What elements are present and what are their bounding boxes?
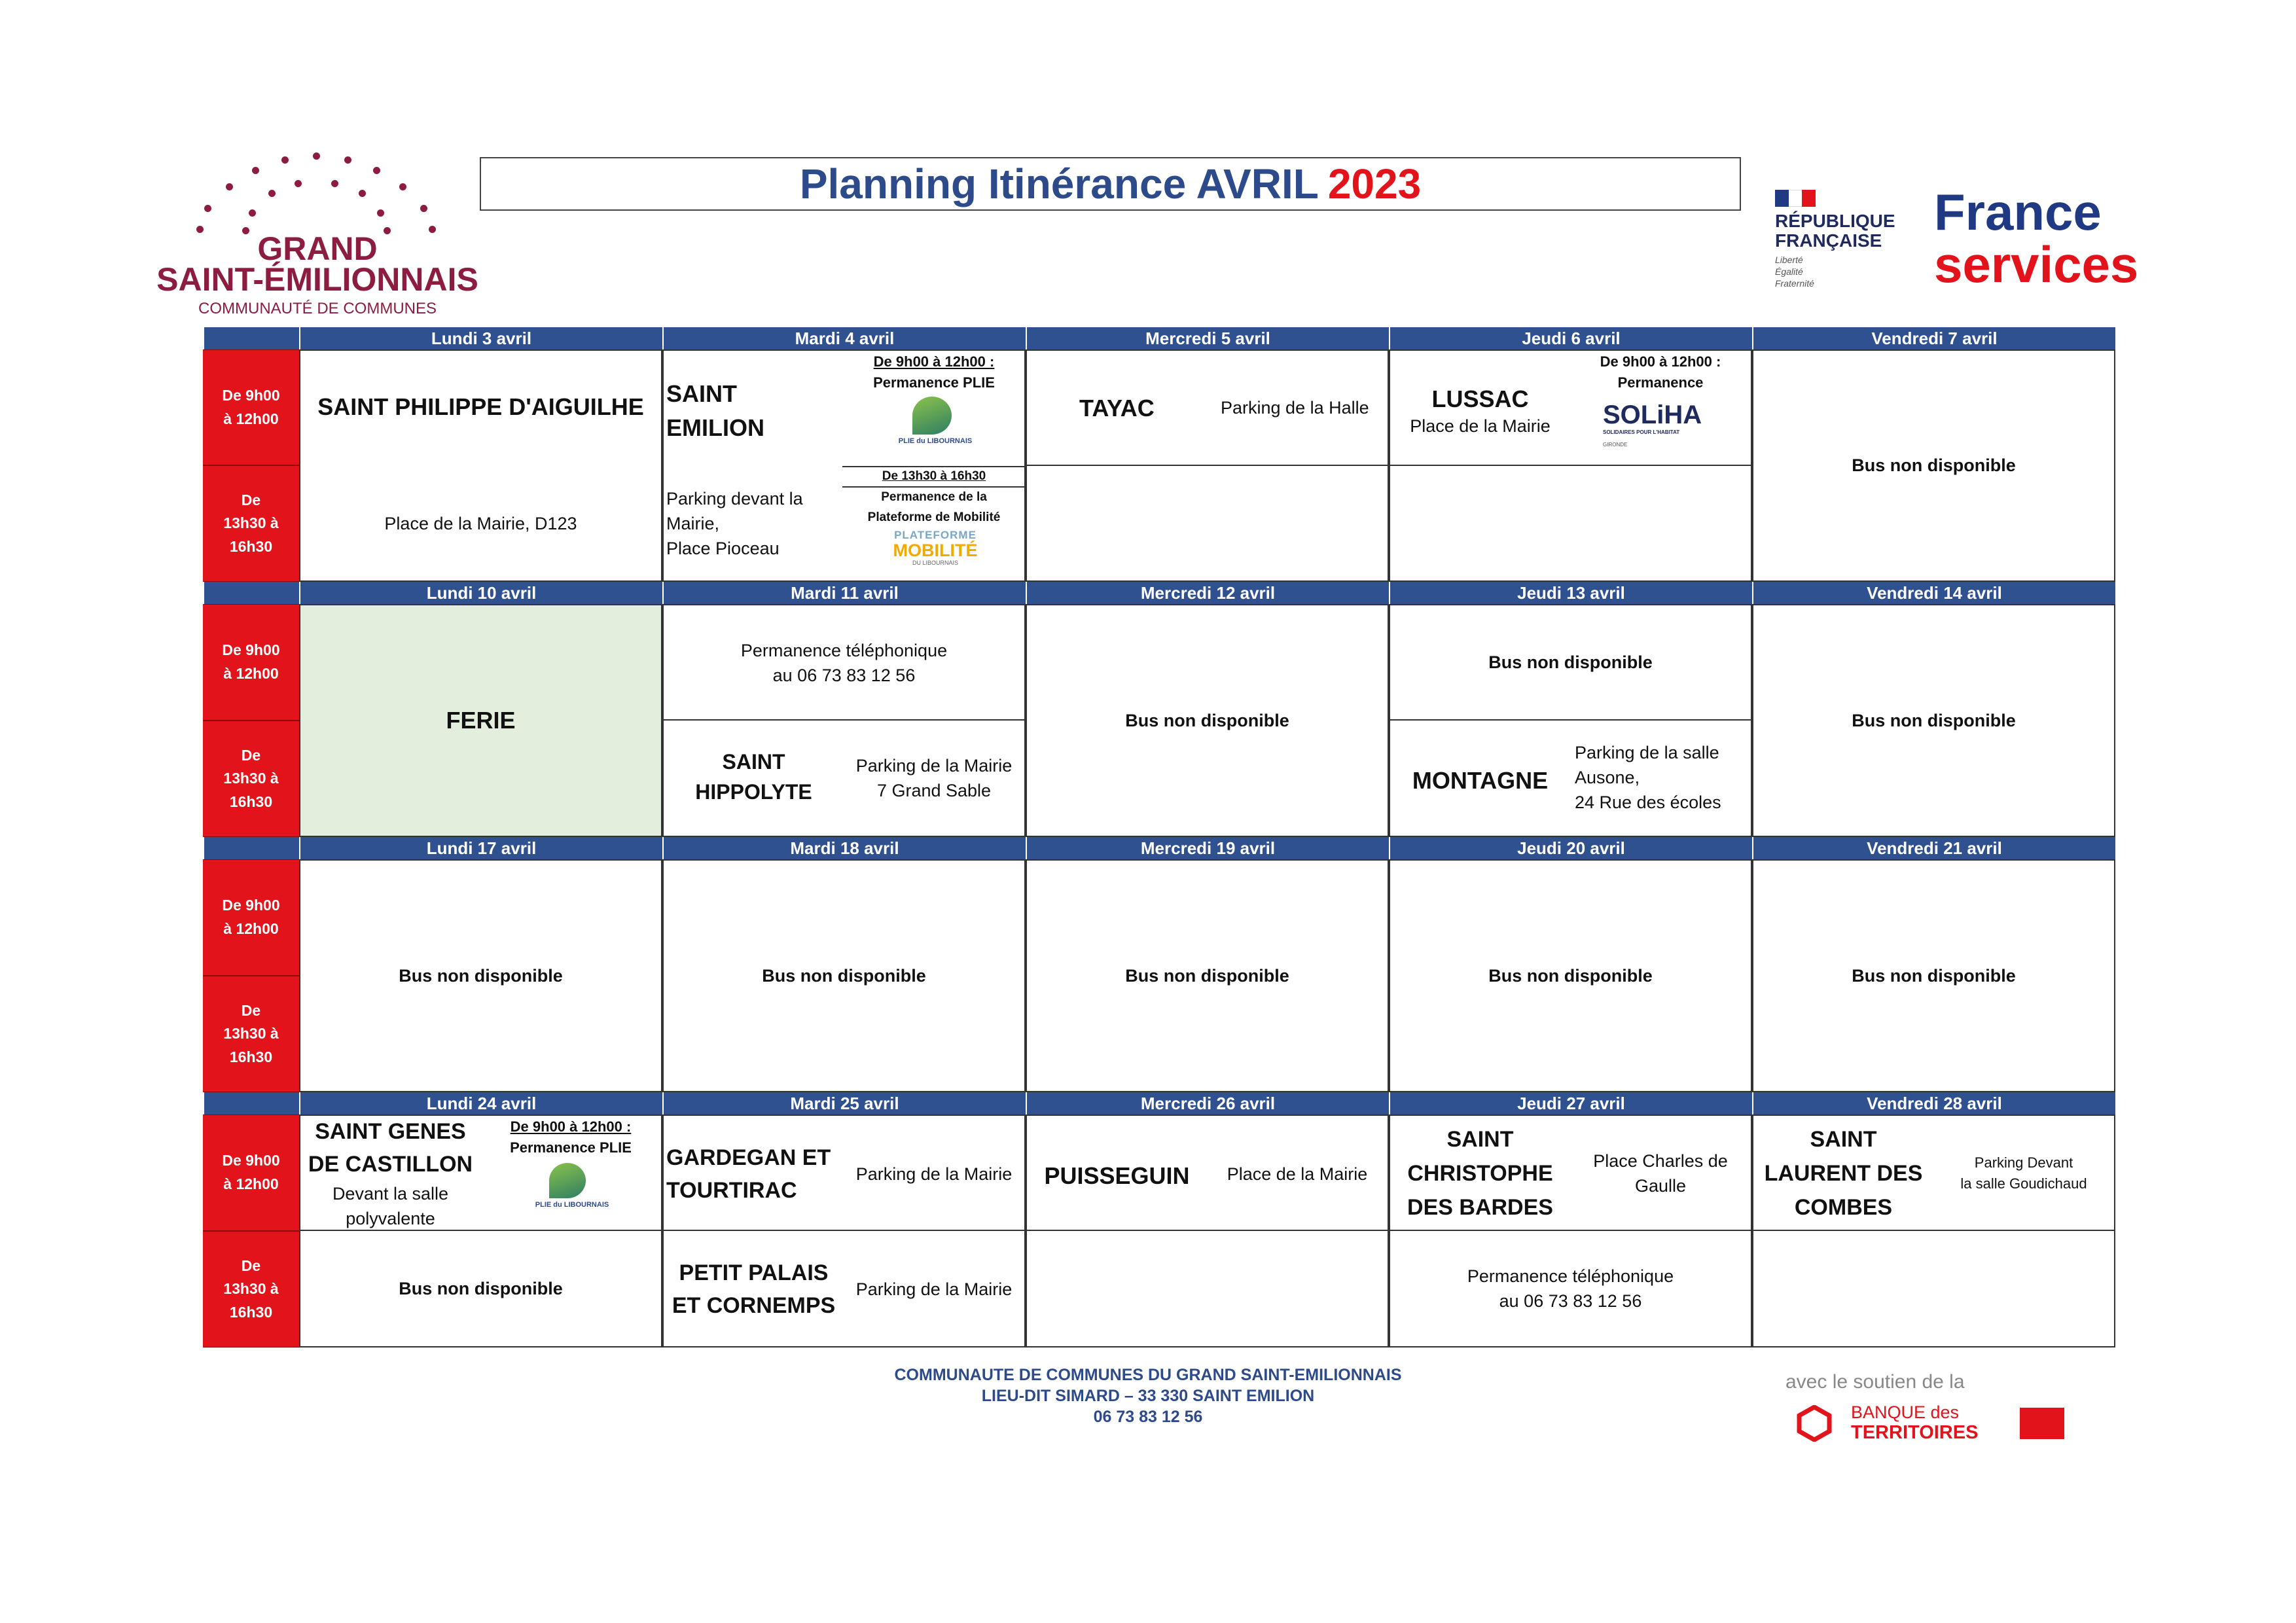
day-header: Jeudi 20 avril — [1389, 837, 1752, 859]
location-name-2: LAURENT DES — [1764, 1161, 1923, 1186]
plie-leaf-icon — [912, 397, 952, 435]
bus-status: Bus non disponible — [1852, 455, 2016, 475]
mobility-logo — [886, 529, 984, 581]
slot-mon-3 — [299, 349, 662, 582]
slot-wed-26-pm — [1026, 1230, 1389, 1347]
location-address-2: la salle Goudichaud — [1960, 1175, 2087, 1192]
slot-thu-13-am — [1389, 604, 1752, 721]
plie-leaf-icon — [549, 1163, 586, 1198]
location-address-1: Place Charles de — [1593, 1151, 1728, 1171]
rf-line-2: FRANÇAISE — [1775, 230, 1882, 251]
mobility-logo-line-2: MOBILITÉ — [893, 541, 978, 560]
mobility-logo-line-3: DU LIBOURNAIS — [912, 560, 958, 566]
phone-permanence-2: au 06 73 83 12 56 — [1499, 1291, 1642, 1311]
footer-line-1: COMMUNAUTE DE COMMUNES DU GRAND SAINT-EMILIONNAIS — [894, 1366, 1402, 1384]
title-main: Planning Itinérance AVRIL — [799, 160, 1319, 207]
soliha-logo — [1603, 402, 1721, 461]
slot-fri-14 — [1752, 604, 2115, 837]
sponsor-name-1: BANQUE des — [1851, 1402, 1960, 1422]
location-name-2: EMILION — [666, 414, 764, 441]
mobility-note-time-text: De 13h30 à 16h30 — [882, 469, 986, 483]
location-address-3: 24 Rue des écoles — [1575, 793, 1721, 812]
location-name-1: SAINT GENES — [315, 1119, 466, 1144]
location-address: Place de la Mairie — [1410, 416, 1551, 436]
week-header-spacer — [203, 837, 299, 859]
plie-logo — [526, 1163, 618, 1222]
plie-note-label: Permanence PLIE — [873, 374, 995, 391]
day-header: Lundi 10 avril — [299, 582, 662, 604]
bus-status: Bus non disponible — [1125, 965, 1289, 986]
slot-thu-27-am — [1389, 1115, 1752, 1231]
location-address: Parking de la Mairie — [855, 1164, 1013, 1184]
phone-permanence-2: au 06 73 83 12 56 — [772, 666, 916, 685]
title-year: 2023 — [1327, 160, 1422, 207]
location-name: LUSSAC — [1431, 385, 1529, 412]
day-header: Vendredi 21 avril — [1752, 837, 2115, 859]
bus-status: Bus non disponible — [399, 1278, 563, 1298]
location-address: Parking de la Halle — [1221, 398, 1369, 418]
location-name-1: SAINT — [1810, 1127, 1877, 1152]
week-header-spacer — [203, 327, 299, 349]
day-header: Mardi 11 avril — [662, 582, 1026, 604]
mobility-note-1: Permanence de la — [881, 490, 987, 504]
week-header-spacer — [203, 582, 299, 604]
day-header: Jeudi 27 avril — [1389, 1092, 1752, 1115]
day-header: Mardi 4 avril — [662, 327, 1026, 349]
slot-wed-26-am — [1026, 1115, 1389, 1231]
location-address-1: Parking Devant — [1974, 1154, 2073, 1171]
time-slot-morning: De 9h00 à 12h00 — [203, 349, 299, 465]
day-header: Vendredi 7 avril — [1752, 327, 2115, 349]
sponsor-name-2: TERRITOIRES — [1851, 1422, 1979, 1443]
day-header: Mercredi 26 avril — [1026, 1092, 1389, 1115]
france-services-line-2: services — [1934, 236, 2139, 293]
rf-motto-1: Liberté — [1775, 255, 1803, 265]
location-address-1: Parking de la Mairie — [855, 756, 1013, 776]
location-name-1: SAINT — [722, 750, 785, 774]
location-address: Place de la Mairie — [1227, 1164, 1368, 1184]
plie-logo-text: PLIE du LIBOURNAIS — [535, 1201, 609, 1209]
plie-note-label: Permanence PLIE — [510, 1139, 632, 1156]
slot-thu-20 — [1389, 859, 1752, 1092]
location-name: TAYAC — [1079, 395, 1155, 421]
logo-line-1: GRAND — [257, 230, 378, 267]
location-name-2: HIPPOLYTE — [695, 780, 812, 804]
slot-mon-17 — [299, 859, 662, 1092]
slot-tue-4 — [662, 349, 1026, 582]
location-name-3: DES BARDES — [1407, 1195, 1553, 1220]
bus-status: Bus non disponible — [1125, 710, 1289, 730]
logo-line-3: COMMUNAUTÉ DE COMMUNES — [198, 300, 437, 317]
mobility-logo-line-1: PLATEFORME — [894, 529, 977, 541]
location-address-3: Place Pioceau — [666, 539, 780, 558]
rf-motto-2: Égalité — [1775, 266, 1803, 277]
plie-note-time-text: De 9h00 à 12h00 : — [510, 1118, 632, 1135]
slot-wed-5-pm — [1026, 465, 1389, 582]
slot-mon-24-am — [299, 1115, 662, 1231]
location-address-1: Parking devant la — [666, 489, 803, 508]
location-address-2: polyvalente — [346, 1209, 435, 1228]
location-address-2: Ausone, — [1575, 768, 1640, 787]
time-slot-afternoon: De 13h30 à 16h30 — [203, 721, 299, 837]
day-header: Jeudi 6 avril — [1389, 327, 1752, 349]
day-header: Vendredi 14 avril — [1752, 582, 2115, 604]
location-name-2: TOURTIRAC — [666, 1178, 797, 1203]
location-name-2: DE CASTILLON — [308, 1152, 473, 1177]
logo-line-2: SAINT-ÉMILIONNAIS — [156, 261, 478, 298]
slot-fri-28-pm — [1752, 1230, 2115, 1347]
rf-motto-3: Fraternité — [1775, 278, 1814, 289]
week-header-spacer — [203, 1092, 299, 1115]
plie-logo-text: PLIE du LIBOURNAIS — [898, 437, 973, 445]
slot-fri-21 — [1752, 859, 2115, 1092]
slot-fri-7 — [1752, 349, 2115, 582]
slot-tue-25-pm — [662, 1230, 1026, 1347]
day-header: Lundi 17 avril — [299, 837, 662, 859]
slot-mon-10-ferie — [299, 604, 662, 837]
location-name-1: SAINT — [1446, 1127, 1514, 1152]
location-name: SAINT PHILIPPE D'AIGUILHE — [317, 393, 644, 420]
location-name-1: GARDEGAN ET — [666, 1145, 831, 1170]
time-slot-afternoon: De 13h30 à 16h30 — [203, 465, 299, 582]
soliha-logo-text: SOLiHA — [1603, 401, 1702, 429]
slot-wed-19 — [1026, 859, 1389, 1092]
time-slot-afternoon: De 13h30 à 16h30 — [203, 1231, 299, 1347]
bus-status: Bus non disponible — [1488, 652, 1653, 672]
rf-line-1: RÉPUBLIQUE — [1775, 211, 1895, 231]
slot-thu-6-pm — [1389, 465, 1752, 582]
phone-permanence-1: Permanence téléphonique — [1467, 1266, 1674, 1286]
bus-status: Bus non disponible — [762, 965, 926, 986]
slot-tue-11-am — [662, 604, 1026, 721]
hexagon-icon — [1796, 1405, 1833, 1442]
plie-note-time-text: De 9h00 à 12h00 : — [873, 353, 995, 370]
location-name: PUISSEGUIN — [1044, 1162, 1190, 1189]
slot-tue-25-am — [662, 1115, 1026, 1231]
bus-status: Bus non disponible — [1488, 965, 1653, 986]
time-slot-afternoon: De 13h30 à 16h30 — [203, 976, 299, 1092]
day-header: Vendredi 28 avril — [1752, 1092, 2115, 1115]
caisse-depots-icon — [2020, 1408, 2064, 1439]
france-services-line-1: France — [1934, 183, 2102, 241]
bus-status: Bus non disponible — [1852, 965, 2016, 986]
sub-divider-2 — [842, 486, 1024, 488]
slot-tue-11-pm — [662, 719, 1026, 837]
location-address-2: Mairie, — [666, 514, 720, 533]
day-header: Jeudi 13 avril — [1389, 582, 1752, 604]
location-address-2: Gaulle — [1634, 1176, 1687, 1196]
day-header: Mercredi 19 avril — [1026, 837, 1389, 859]
mobility-note-2: Plateforme de Mobilité — [867, 510, 1001, 524]
phone-permanence-1: Permanence téléphonique — [740, 641, 948, 660]
slot-thu-13-pm — [1389, 719, 1752, 837]
plie-logo — [889, 397, 981, 459]
soliha-note-label: Permanence — [1617, 374, 1704, 391]
ferie-label: FERIE — [446, 706, 516, 734]
location-address-2: 7 Grand Sable — [876, 781, 992, 800]
location-name-1: PETIT PALAIS — [679, 1260, 829, 1285]
time-slot-morning: De 9h00 à 12h00 — [203, 604, 299, 721]
bus-status: Bus non disponible — [1852, 710, 2016, 730]
slot-thu-27-pm — [1389, 1230, 1752, 1347]
sponsor-intro: avec le soutien de la — [1785, 1371, 1965, 1393]
slot-mon-24-pm — [299, 1230, 662, 1347]
plie-note-time — [480, 1116, 661, 1137]
day-header: Mardi 25 avril — [662, 1092, 1026, 1115]
time-slot-morning: De 9h00 à 12h00 — [203, 859, 299, 976]
day-header: Mercredi 5 avril — [1026, 327, 1389, 349]
location-name-2: ET CORNEMPS — [672, 1293, 836, 1318]
slot-wed-5-am — [1026, 349, 1389, 466]
soliha-logo-sub-2: GIRONDE — [1603, 442, 1628, 448]
slot-thu-6-am — [1389, 349, 1752, 466]
location-name: MONTAGNE — [1412, 767, 1549, 794]
footer-line-2: LIEU-DIT SIMARD – 33 330 SAINT EMILION — [981, 1387, 1315, 1405]
soliha-logo-sub: SOLIDAIRES POUR L'HABITAT — [1603, 429, 1680, 435]
plie-note-time — [844, 351, 1024, 372]
bus-status: Bus non disponible — [399, 965, 563, 986]
day-header: Mardi 18 avril — [662, 837, 1026, 859]
soliha-note-time: De 9h00 à 12h00 : — [1600, 353, 1721, 370]
footer-line-3: 06 73 83 12 56 — [1093, 1408, 1203, 1426]
mobility-note-time — [844, 467, 1024, 486]
banque-des-territoires-logo — [1785, 1371, 2087, 1443]
location-name-1: SAINT — [666, 380, 737, 407]
location-address: Place de la Mairie, D123 — [384, 514, 577, 533]
day-header: Mercredi 12 avril — [1026, 582, 1389, 604]
location-name-3: COMBES — [1794, 1195, 1893, 1220]
location-address-1: Parking de la salle — [1575, 743, 1719, 762]
day-header: Lundi 3 avril — [299, 327, 662, 349]
location-name-2: CHRISTOPHE — [1407, 1161, 1553, 1186]
slot-wed-12 — [1026, 604, 1389, 837]
location-address: Parking de la Mairie — [855, 1279, 1013, 1299]
slot-tue-18 — [662, 859, 1026, 1092]
time-slot-morning: De 9h00 à 12h00 — [203, 1115, 299, 1231]
day-header: Lundi 24 avril — [299, 1092, 662, 1115]
location-address-1: Devant la salle — [332, 1184, 449, 1204]
slot-fri-28-am — [1752, 1115, 2115, 1231]
